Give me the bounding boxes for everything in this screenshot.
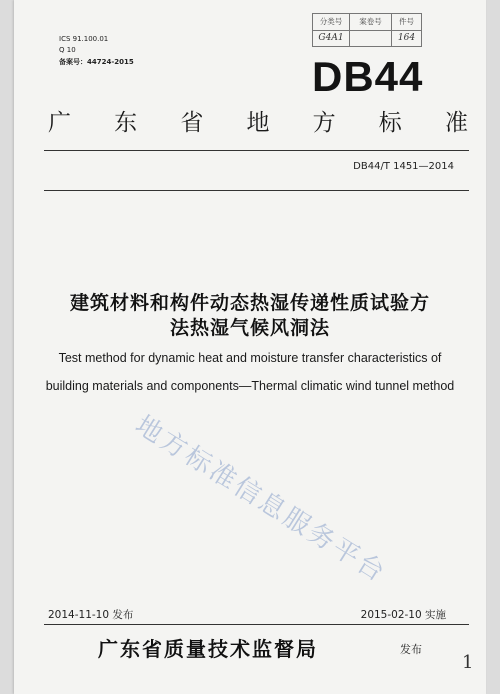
stamp-value-category: G4A1	[313, 30, 350, 46]
title-cn-line-1: 建筑材料和构件动态热湿传递性质试验方	[69, 292, 430, 314]
issuing-authority: 广东省质量技术监督局	[98, 637, 318, 661]
stamp-value-row	[313, 30, 421, 46]
standard-number: DB44/T 1451—2014	[353, 161, 454, 172]
watermark: 地方标准信息服务平台	[129, 410, 392, 590]
number-divider	[44, 190, 469, 191]
archive-stamp	[312, 13, 422, 47]
authority-title	[48, 108, 468, 138]
authority-char: 东	[114, 110, 138, 136]
top-divider	[44, 150, 469, 151]
stamp-header-item: 件号	[399, 17, 414, 26]
title-en-line-1: Test method for dynamic heat and moisture transfer characteristics of	[58, 351, 442, 365]
record-number: 备案号：44724-2015	[59, 58, 134, 66]
page-number: 1	[462, 652, 474, 673]
stamp-value-item: 164	[397, 33, 416, 43]
issue-label: 发布	[400, 643, 422, 656]
stamp-value-file	[350, 30, 392, 46]
authority-char: 方	[312, 110, 336, 136]
authority-char: 广	[48, 110, 71, 136]
authority-char: 省	[180, 110, 204, 136]
publish-date: 2014-11-10 发布	[48, 609, 134, 621]
ics-code: ICS 91.100.01	[59, 35, 109, 43]
stamp-header-row	[313, 14, 421, 31]
bottom-divider	[44, 624, 469, 625]
stamp-header-category: 分类号	[313, 14, 350, 30]
authority-char: 标	[378, 110, 402, 136]
authority-char: 准	[444, 110, 468, 136]
authority-char: 地	[246, 110, 270, 136]
standard-cover-page	[14, 0, 486, 694]
standard-code-logo: DB44	[312, 53, 424, 100]
ccs-code: Q 10	[59, 46, 76, 54]
stamp-header-file: 案卷号	[350, 14, 392, 30]
title-en-line-2: building materials and components—Thermal climatic wind tunnel method	[45, 379, 455, 393]
title-cn-line-2: 法热湿气候风洞法	[169, 317, 330, 339]
implement-date: 2015-02-10 实施	[360, 609, 446, 621]
